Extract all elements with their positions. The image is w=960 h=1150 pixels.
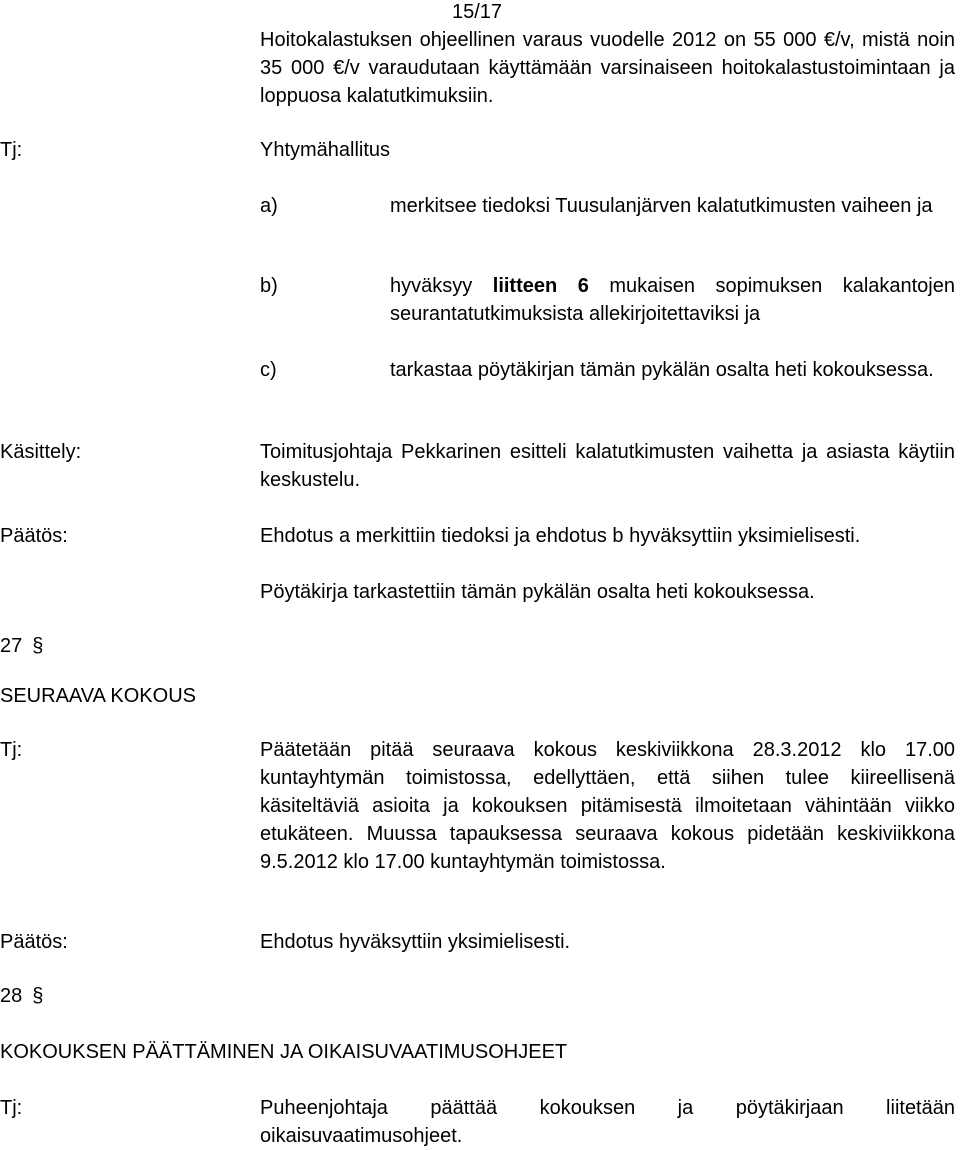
attachment-reference: liitteen 6 [492,275,589,297]
paatos-label: Päätös: [0,525,68,547]
tj-text: Puheenjohtaja päättää kokouksen ja pöytäkirjaan liitetään oikaisuvaatimusohjeet. [260,1097,955,1147]
intro-paragraph: Hoitokalastuksen ohjeellinen varaus vuodelle 2012 on 55 000 €/v, mistä noin 35 000 €/v varaudutaan käyttämään varsinaiseen hoitokalastustoimintaan ja loppuosa kalatutkimuksiin. [260,29,955,107]
item-letter-b: b) [260,275,278,297]
tj-label: Tj: [0,739,23,761]
section-heading: KOKOUKSEN PÄÄTTÄMINEN JA OIKAISUVAATIMUSOHJEET [0,1041,568,1063]
item-text-c: tarkastaa pöytäkirjan tämän pykälän osalta heti kokouksessa. [390,359,934,381]
paatos-text: Ehdotus a merkittiin tiedoksi ja ehdotus b hyväksyttiin yksimielisesti. [260,525,861,547]
item-text-b [390,272,955,328]
tj-label: Tj: [0,139,23,161]
page-number: 15/17 [452,1,503,23]
paatos-label: Päätös: [0,931,68,953]
section-number: 28 § [0,982,43,1010]
section-number: 27 § [0,632,43,660]
kasittely-label: Käsittely: [0,441,82,463]
item-letter-a: a) [260,195,278,217]
section-heading: SEURAAVA KOKOUS [0,685,196,707]
section-sign: § [32,985,44,1007]
item-text-a: merkitsee tiedoksi Tuusulanjärven kalatutkimusten vaiheen ja [390,195,933,217]
tj-value: Yhtymähallitus [260,139,391,161]
tj-text: Päätetään pitää seuraava kokous keskiviikkona 28.3.2012 klo 17.00 kuntayhtymän toimistossa, edellyttäen, että siihen tulee kiireellisenä käsiteltäviä asioita ja kokouksen pitämisestä ilmoitetaan vähintään viikko etukäteen. Muussa tapauksessa seuraava kokous pidetään keskiviikkona 9.5.2012 klo 17.00 kuntayhtymän toimistossa. [260,739,955,873]
item-letter-c: c) [260,359,277,381]
paatos-text-2: Pöytäkirja tarkastettiin tämän pykälän osalta heti kokouksessa. [260,581,815,603]
section-sign: § [32,635,44,657]
paatos-text: Ehdotus hyväksyttiin yksimielisesti. [260,931,571,953]
tj-label: Tj: [0,1097,23,1119]
kasittely-text: Toimitusjohtaja Pekkarinen esitteli kalatutkimusten vaihetta ja asiasta käytiin keskustelu. [260,441,955,491]
item-text-b-pre: hyväksyy [390,275,493,297]
item-text-b-post: mukaisen sopimuksen kalakantojen seurantatutkimuksista allekirjoitettaviksi ja [390,275,955,325]
